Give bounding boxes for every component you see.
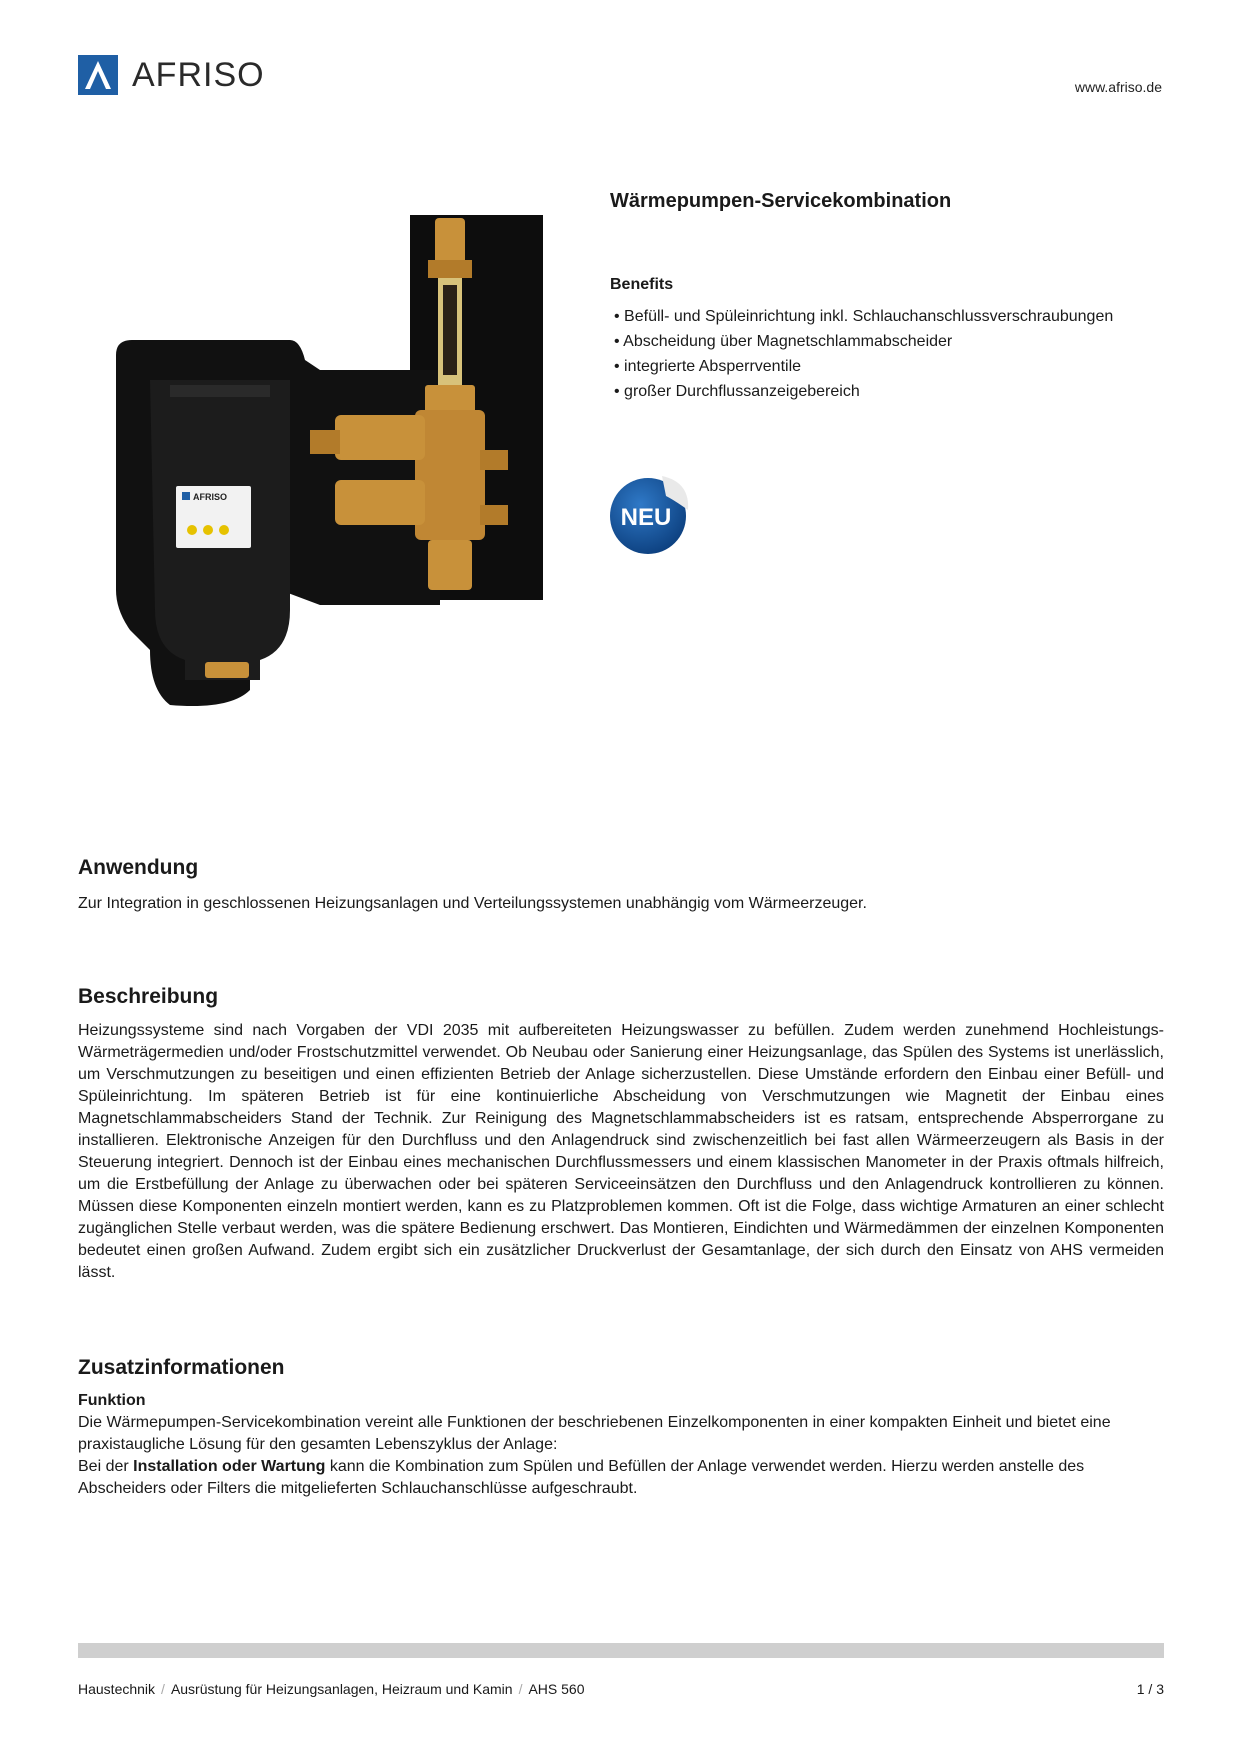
breadcrumb: Haustechnik / Ausrüstung für Heizungsanlagen, Heizraum und Kamin / AHS 560 bbox=[78, 1681, 585, 1697]
benefit-item: • Befüll- und Spüleinrichtung inkl. Schlauchanschlussverschraubungen bbox=[614, 304, 1113, 329]
website-link[interactable]: www.afriso.de bbox=[1074, 79, 1162, 95]
svg-text:NEU: NEU bbox=[620, 504, 672, 531]
section-heading: Anwendung bbox=[78, 856, 199, 879]
footer bbox=[78, 1681, 1164, 1697]
page-number: 1 / 3 bbox=[1136, 1681, 1164, 1697]
section-text: Zur Integration in geschlossenen Heizungsanlagen und Verteilungssystemen unabhängig vom Wärmeerzeuger. bbox=[78, 895, 867, 912]
section-text: Bei der Installation oder Wartung kann die Kombination zum Spülen und Befüllen der Anlage verwendet werden. Hierzu werden anstelle des Abscheiders oder Filters die mitgelieferten Schlauchanschlüsse aufgeschraubt. bbox=[78, 1458, 1085, 1497]
footer-divider bbox=[78, 1643, 1164, 1658]
benefit-item: • Abscheidung über Magnetschlammabscheider bbox=[614, 329, 1113, 354]
section-heading: Beschreibung bbox=[78, 985, 219, 1008]
product-photo bbox=[110, 210, 560, 770]
benefit-item: • integrierte Absperrventile bbox=[614, 354, 1113, 379]
svg-text:AFRISO: AFRISO bbox=[193, 492, 228, 502]
section-text: Heizungssysteme sind nach Vorgaben der VDI 2035 mit aufbereiteten Heizungswasser zu befüllen. Zudem werden zunehmend Hochleistungs-Wärmeträgermedien und/oder Frostschutzmittel verwendet. Ob Neubau oder Sanierung einer Heizungsanlage, das Spülen des Systems ist unerlässlich, um Verschmutzungen zu beseitigen und einen effizienten Betrieb der Anlage sicherzustellen. Diese Umstände erfordern den Einbau einer Befüll- und Spüleinrichtung. Im späteren Betrieb ist für eine kontinuierliche Abscheidung von Verschmutzungen wie Magnetit der Einbau eines Magnetschlammabscheiders Stand der Technik. Zur Reinigung des Magnetschlammabscheiders ist es ratsam, entsprechende Absperrorgane zu installieren. Elektronische Anzeigen für den Durchfluss und den Anlagendruck sind zwischenzeitlich bei fast allen Wärmeerzeugern als Basis in der Steuerung integriert. Dennoch ist der Einbau eines mechanischen Durchflussmessers und einem klassischen Manometer in der Praxis oftmals hilfreich, um die Erstbefüllung der Anlage zu überwachen oder bei späteren Serviceeinsätzen den Durchfluss und den Anlagendruck kontrollieren zu können. Müssen diese Komponenten einzeln montiert werden, kann es zu Platzproblemen kommen. Oft ist die Folge, dass wichtige Armaturen an einer schlecht zugänglichen Stelle verbaut werden, was die spätere Bedienung erschwert. Das Montieren, Eindichten und Wärmedämmen der einzelnen Komponenten bedeutet einen großen Aufwand. Zudem ergibt sich ein zusätzlicher Druckverlust der Gesamtanlage, der sich durch den Einsatz von AHS vermeiden lässt. bbox=[78, 1022, 1164, 1281]
section-heading: Zusatzinformationen bbox=[78, 1356, 285, 1379]
breadcrumb-item[interactable]: Haustechnik bbox=[78, 1681, 156, 1697]
section-anwendung bbox=[78, 855, 1164, 915]
brand-logo bbox=[78, 55, 265, 95]
section-text: Die Wärmepumpen-Servicekombination vereint alle Funktionen der beschriebenen Einzelkomponenten in einer kompakten Einheit und bietet eine praxistaugliche Lösung für den gesamten Lebenszyklus der Anlage: bbox=[78, 1414, 1111, 1453]
section-beschreibung bbox=[78, 984, 1164, 1284]
benefits-list bbox=[614, 304, 1113, 404]
benefits-heading: Benefits bbox=[610, 276, 674, 293]
subheading-funktion: Funktion bbox=[78, 1392, 146, 1409]
brand-name: AFRISO bbox=[132, 56, 265, 94]
neu-badge-icon bbox=[608, 470, 692, 556]
benefit-item: • großer Durchflussanzeigebereich bbox=[614, 379, 1113, 404]
afriso-logo-icon bbox=[78, 55, 118, 95]
emphasis: Installation oder Wartung bbox=[133, 1458, 326, 1475]
product-title: Wärmepumpen-Servicekombination bbox=[610, 190, 952, 212]
breadcrumb-item[interactable]: AHS 560 bbox=[528, 1681, 585, 1697]
section-zusatzinformationen bbox=[78, 1355, 1164, 1500]
breadcrumb-item[interactable]: Ausrüstung für Heizungsanlagen, Heizraum und Kamin bbox=[170, 1681, 513, 1697]
